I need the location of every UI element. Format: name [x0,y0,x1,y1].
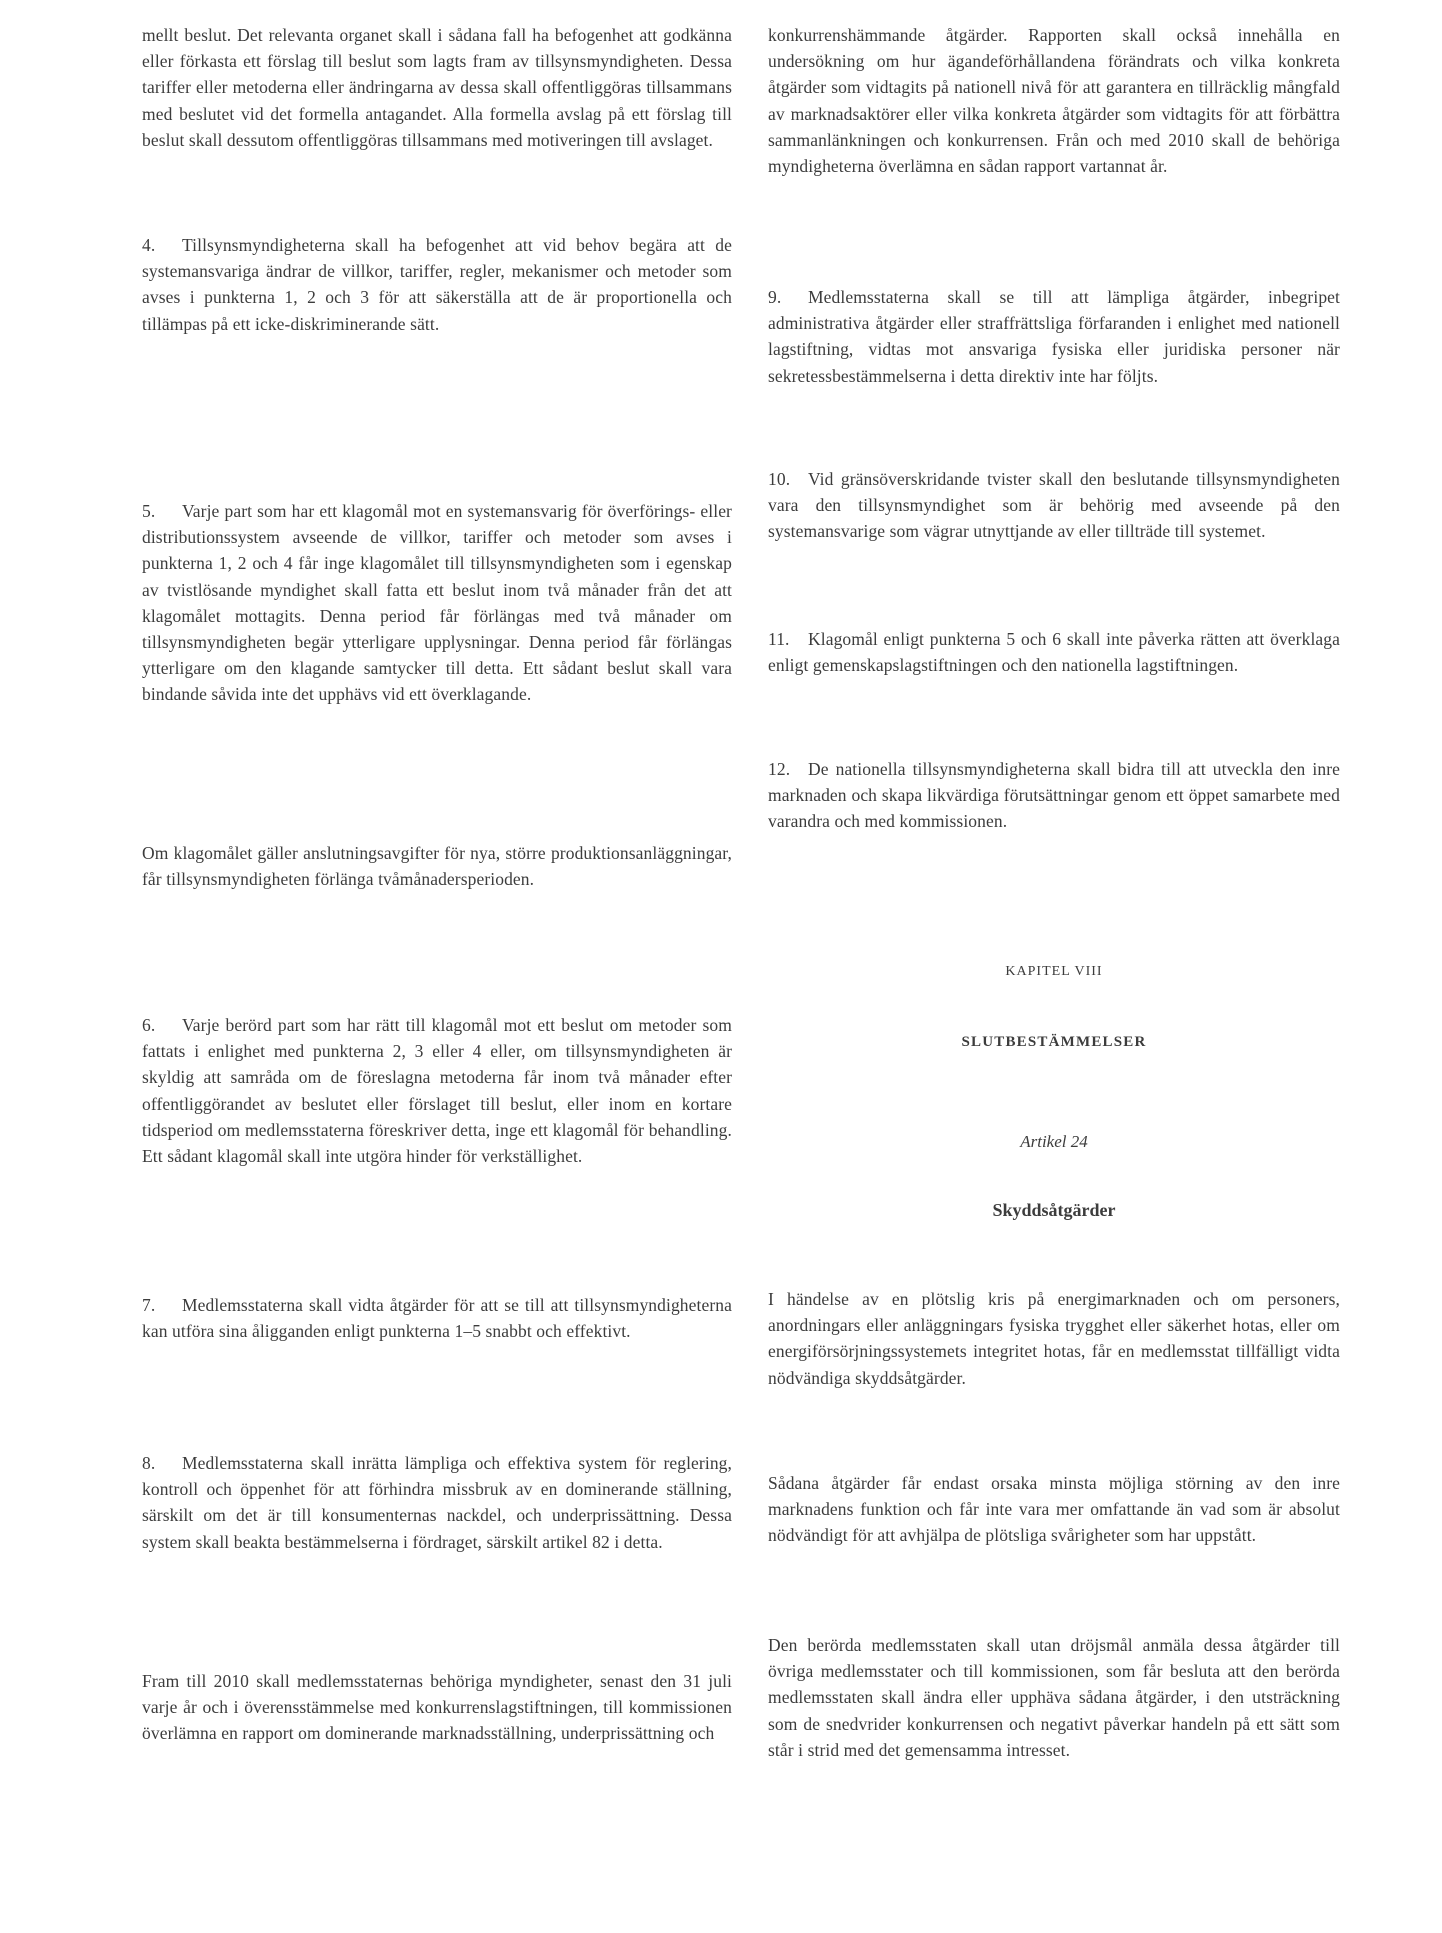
paragraph-number: 11. [768,629,790,649]
paragraph-number: 10. [768,469,791,489]
paragraph-text: Medlemsstaterna skall se till att lämpliga åtgärder, inbegripet administrativa åtgärder eller straffrättsliga förfaranden i enlighet med nationell lagstiftning, vidtas mot ansvariga fysiska eller juridiska personer när sekretessbestämmelserna i detta direktiv inte har följts. [768,287,1340,386]
paragraph-12 [768,756,1340,835]
paragraph-8 [142,1450,732,1555]
paragraph-number: 4. [142,235,156,255]
paragraph-intro-right: konkurrenshämmande åtgärder. Rapporten skall också innehålla en undersökning om hur ägandeförhållandena förändrats och vilka konkreta åtgärder som vidtagits på nationell nivå för att garantera en tillräcklig mångfald av marknadsaktörer eller vilka konkreta åtgärder som vidtagits för att förbättra sammanlänkningen och konkurrensen. Från och med 2010 skall de behöriga myndigheterna överlämna en sådan rapport vartannat år. [768,25,1340,177]
paragraph-number: 7. [142,1295,156,1315]
paragraph-4 [142,232,732,337]
chapter-title: SLUTBESTÄMMELSER [961,1034,1147,1050]
chapter-heading: KAPITEL VIII [1005,964,1103,979]
article-title: Skyddsåtgärder [992,1200,1116,1220]
paragraph-text: De nationella tillsynsmyndigheterna skall bidra till att utveckla den inre marknaden och skapa likvärdiga förutsättningar genom ett öppet samarbete med varandra och med kommissionen. [768,759,1340,832]
article-paragraph-2: Sådana åtgärder får endast orsaka minsta möjliga störning av den inre marknadens funktion och får inte vara mer omfattande än vad som är absolut nödvändigt för att avhjälpa de plötsliga svårigheter som har uppstått. [768,1473,1340,1546]
paragraph-11 [768,626,1340,678]
paragraph-text: Varje part som har ett klagomål mot en systemansvarig för överförings- eller distributionssystem avseende de villkor, tariffer och metoder som avses i punkterna 1, 2 och 4 får inge klagomålet till tillsynsmyndigheten som i egenskap av tvistlösande myndighet skall fatta ett beslut inom två månader från det att klagomålet mottagits. Denna period får förlängas med två månader om tillsynsmyndigheten begär ytterligare upplysningar. Denna period får förlängas ytterligare om den klagande samtycker till detta. Ett sådant beslut skall vara bindande såvida inte det upphävs vid ett överklagande. [142,501,732,705]
article-paragraph-3: Den berörda medlemsstaten skall utan dröjsmål anmäla dessa åtgärder till övriga medlemsstater och till kommissionen, som får besluta att den berörda medlemsstaten skall ändra eller upphäva sådana åtgärder, i den utsträckning som de snedvrider konkurrensen och negativt påverkar handeln på ett sätt som står i strid med det gemensamma intresset. [768,1635,1340,1760]
paragraph-7 [142,1292,732,1344]
paragraph-text: Varje berörd part som har rätt till klagomål mot ett beslut om metoder som fattats i enlighet med punkterna 2, 3 eller 4 eller, om tillsynsmyndigheten är skyldig att samråda om de föreslagna metoderna får inom två månader efter offentliggörandet av beslutet eller förslaget till beslut, eller inom en kortare tidsperiod om medlemsstaterna föreskriver detta, inge ett klagomål för behandling. Ett sådant klagomål skall inte utgöra hinder för verkställighet. [142,1015,732,1167]
paragraph-text: Medlemsstaterna skall inrätta lämpliga och effektiva system för reglering, kontroll och öppenhet för att förhindra missbruk av en dominerande ställning, särskilt om det är till konsumenternas nackdel, och underprissättning. Dessa system skall beakta bestämmelserna i fördraget, särskilt artikel 82 i detta. [142,1453,732,1552]
article-heading: Artikel 24 [1020,1132,1088,1151]
paragraph-text: Vid gränsöverskridande tvister skall den beslutande tillsynsmyndigheten vara den tillsynsmyndighet som är behörig med avseende på den systemansvarige som vägrar utnyttjande av eller tillträde till systemet. [768,469,1340,542]
paragraph-10 [768,466,1340,545]
paragraph-text: Tillsynsmyndigheterna skall ha befogenhet att vid behov begära att de systemansvariga ändrar de villkor, tariffer, regler, mekanismer och metoder som avses i punkterna 1, 2 och 3 för att säkerställa att de är proportionella och tillämpas på ett icke-diskriminerande sätt. [142,235,732,334]
paragraph-8-continued: Fram till 2010 skall medlemsstaternas behöriga myndigheter, senast den 31 juli varje år och i överensstämmelse med konkurrenslagstiftningen, till kommissionen överlämna en rapport om dominerande marknadsställning, underprissättning och [142,1671,732,1744]
paragraph-number: 8. [142,1453,156,1473]
paragraph-number: 9. [768,287,782,307]
paragraph-intro-left: mellt beslut. Det relevanta organet skall i sådana fall ha befogenhet att godkänna eller förkasta ett förslag till beslut som lagts fram av tillsynsmyndigheten. Dessa tariffer eller metoderna eller ändringarna av dessa skall offentliggöras tillsammans med beslutet vid det formella antagandet. Alla formella avslag på ett förslag till beslut skall dessutom offentliggöras tillsammans med motiveringen till avslaget. [142,25,732,150]
paragraph-6 [142,1012,732,1169]
paragraph-text: Medlemsstaterna skall vidta åtgärder för att se till att tillsynsmyndigheterna kan utföra sina åligganden enligt punkterna 1–5 snabbt och effektivt. [142,1295,732,1342]
paragraph-text: Klagomål enligt punkterna 5 och 6 skall inte påverka rätten att överklaga enligt gemenskapslagstiftningen och den nationella lagstiftningen. [768,629,1340,676]
article-paragraph-1: I händelse av en plötslig kris på energimarknaden och om personers, anordningars eller anläggningars fysiska trygghet eller säkerhet hotas, eller om energiförsörjningssystemets integritet hotas, får en medlemsstat tillfälligt vidta nödvändiga skyddsåtgärder. [768,1289,1340,1388]
paragraph-9 [768,284,1340,389]
paragraph-number: 6. [142,1015,156,1035]
paragraph-number: 5. [142,501,156,521]
paragraph-5-continued: Om klagomålet gäller anslutningsavgifter för nya, större produktionsanläggningar, får tillsynsmyndigheten förlänga tvåmånadersperioden. [142,843,732,890]
paragraph-5 [142,498,732,708]
paragraph-number: 12. [768,759,791,779]
